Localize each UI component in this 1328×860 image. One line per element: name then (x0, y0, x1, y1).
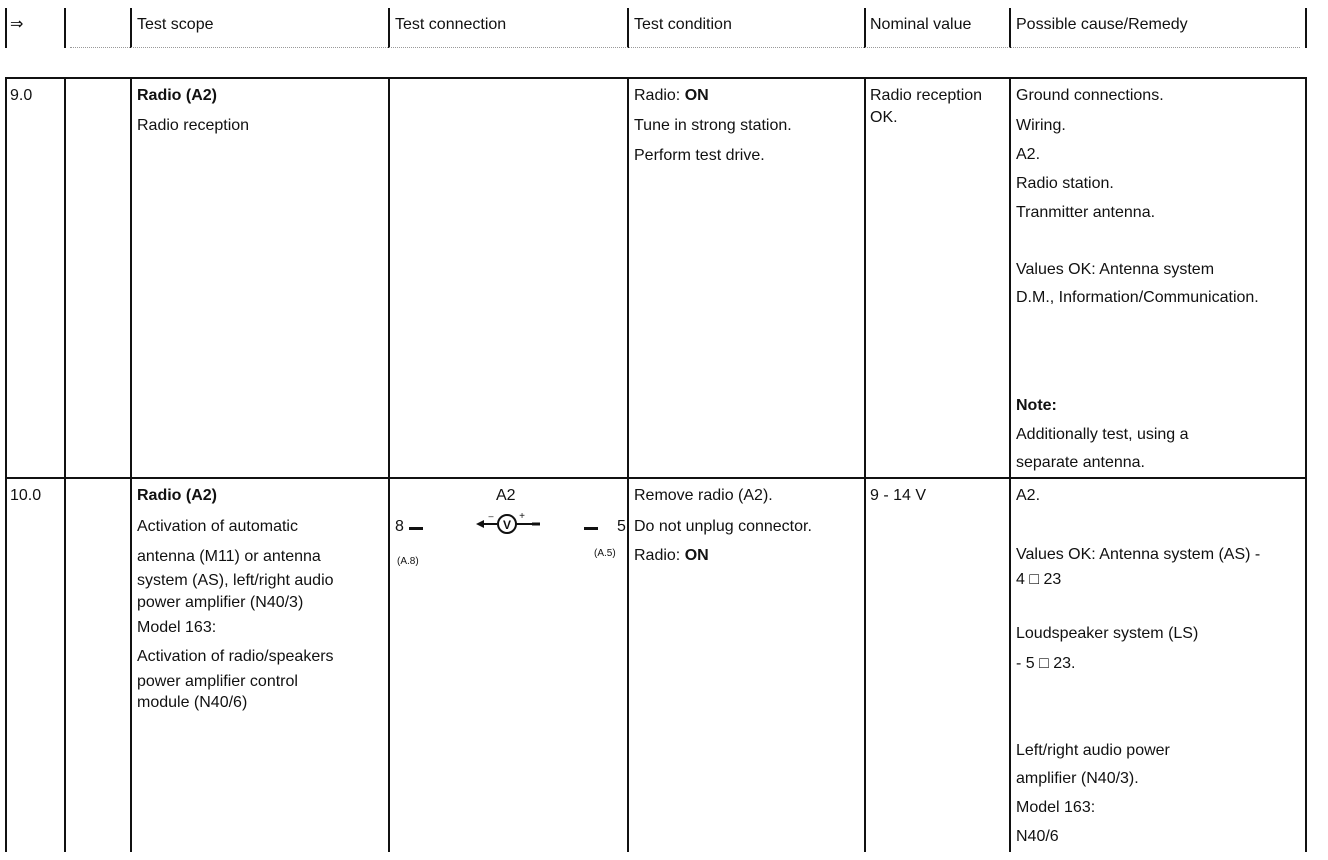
step-number: 10.0 (10, 487, 42, 504)
condition-line (634, 548, 709, 564)
column-divider (130, 77, 132, 852)
table-border-left (5, 77, 7, 852)
scope-line: antenna (M11) or antenna (137, 548, 321, 565)
connection-device-label: A2 (496, 487, 516, 504)
note-label: Note: (1016, 397, 1057, 414)
cause-line: amplifier (N40/3). (1016, 770, 1139, 787)
cause-line: Left/right audio power (1016, 742, 1170, 759)
cause-line: - 5 □ 23. (1016, 655, 1076, 672)
connection-lead-left (409, 527, 423, 530)
meter-plus-sign: + (519, 511, 525, 522)
column-divider (388, 77, 390, 852)
nominal-line: OK. (870, 109, 898, 126)
cause-line: Tranmitter antenna. (1016, 204, 1156, 221)
cause-line: Loudspeaker system (LS) (1016, 625, 1199, 642)
column-divider (1009, 77, 1011, 852)
header-test-condition: Test condition (634, 16, 732, 33)
scope-title: Radio (A2) (137, 487, 217, 504)
condition-line: Perform test drive. (634, 147, 765, 164)
table-border-left (5, 8, 7, 48)
table-border-right (1305, 77, 1307, 852)
voltmeter-symbol (474, 511, 544, 537)
step-number: 9.0 (10, 87, 33, 104)
column-divider (1009, 8, 1011, 48)
scope-line: power amplifier (N40/3) (137, 594, 304, 611)
condition-value: ON (684, 87, 709, 104)
row-divider (5, 77, 1307, 79)
connection-label-left: (A.8) (397, 556, 419, 567)
cause-line: Values OK: Antenna system (AS) - (1016, 546, 1261, 563)
scope-line: Activation of automatic (137, 518, 298, 535)
cause-line: A2. (1016, 146, 1041, 163)
condition-value: ON (684, 547, 709, 564)
cause-line: Ground connections. (1016, 87, 1164, 104)
header-nominal-value: Nominal value (870, 16, 972, 33)
column-divider (130, 8, 132, 48)
arrow-left-icon (476, 520, 484, 528)
header-test-scope: Test scope (137, 16, 214, 33)
cause-line: N40/6 (1016, 828, 1059, 845)
note-line: Additionally test, using a (1016, 426, 1189, 443)
condition-prefix: Radio: (634, 547, 685, 564)
cause-line: Model 163: (1016, 799, 1096, 816)
cause-line: A2. (1016, 487, 1041, 504)
scope-line: power amplifier control (137, 673, 298, 690)
meter-symbol-text: V (502, 518, 512, 532)
cause-line: 4 □ 23 (1016, 571, 1062, 588)
column-divider (388, 8, 390, 48)
table-border-right (1305, 8, 1307, 48)
cause-line: D.M., Information/Communication. (1016, 289, 1259, 306)
column-divider (864, 77, 866, 852)
connection-label-right: (A.5) (594, 548, 616, 559)
column-divider (864, 8, 866, 48)
scope-title: Radio (A2) (137, 87, 217, 104)
column-divider (627, 77, 629, 852)
cause-line: Radio station. (1016, 175, 1114, 192)
condition-line: Remove radio (A2). (634, 487, 773, 504)
column-divider (627, 8, 629, 48)
row-divider (5, 477, 1307, 479)
header-underline (70, 47, 1300, 48)
nominal-value: 9 - 14 V (870, 487, 927, 504)
header-test-connection: Test connection (395, 16, 507, 33)
connection-pin-right: 5 (617, 518, 626, 535)
meter-minus-sign: – (488, 511, 494, 521)
header-possible-cause: Possible cause/Remedy (1016, 16, 1188, 33)
note-line: separate antenna. (1016, 454, 1145, 471)
scope-line: module (N40/6) (137, 694, 248, 711)
connection-pin-left: 8 (395, 518, 404, 535)
scope-line: Radio reception (137, 117, 250, 134)
scope-line: Model 163: (137, 619, 217, 636)
connection-lead-right (584, 527, 598, 530)
condition-line (634, 88, 709, 104)
column-divider (64, 8, 66, 48)
column-divider (64, 77, 66, 852)
header-arrow: ⇒ (10, 16, 24, 33)
condition-line: Tune in strong station. (634, 117, 792, 134)
condition-prefix: Radio: (634, 87, 685, 104)
cause-line: Values OK: Antenna system (1016, 261, 1215, 278)
cause-line: Wiring. (1016, 117, 1066, 134)
scope-line: system (AS), left/right audio (137, 572, 334, 589)
nominal-line: Radio reception (870, 87, 983, 104)
condition-line: Do not unplug connector. (634, 518, 812, 535)
scope-line: Activation of radio/speakers (137, 648, 334, 665)
